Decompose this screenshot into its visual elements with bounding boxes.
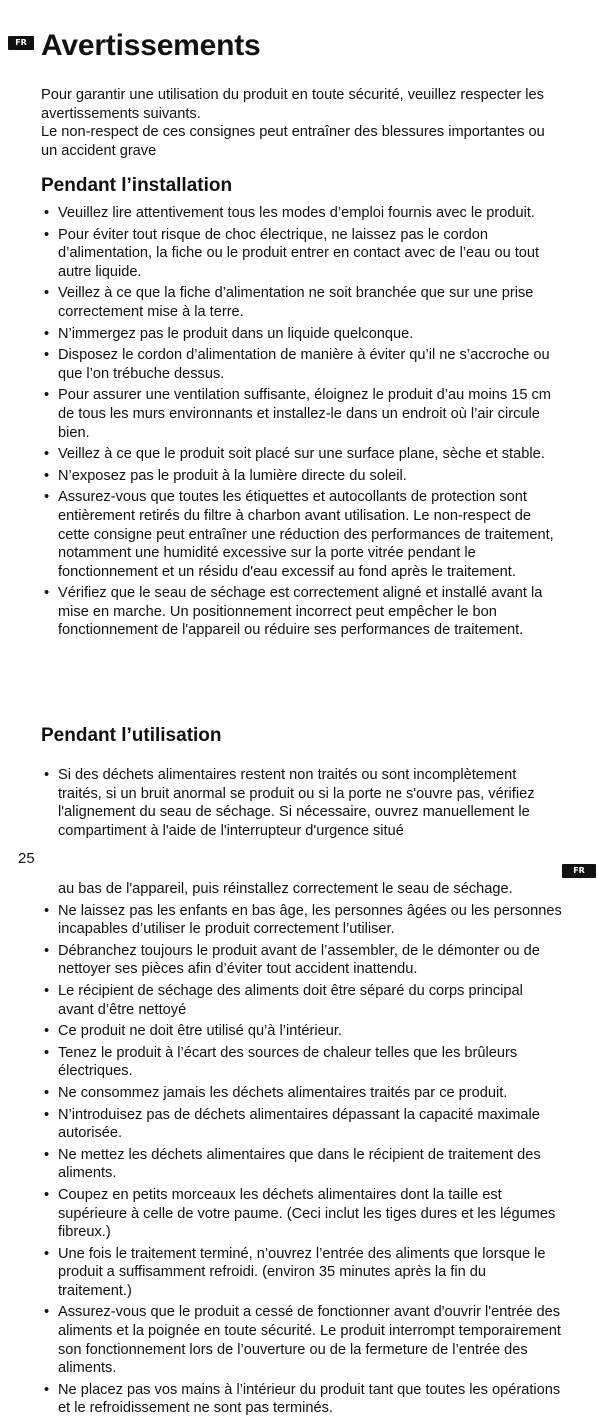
page-title: Avertissements <box>41 29 261 62</box>
section-title-installation: Pendant l’installation <box>41 175 233 196</box>
warning-item: • Veillez à ce que la fiche d’alimentation ne soit branchée que sur une prise correctement mise à la terre. <box>44 284 562 321</box>
section-title-utilisation: Pendant l’utilisation <box>41 725 222 746</box>
warning-item: • Une fois le traitement terminé, n’ouvrez l’entrée des aliments que lorsque le produit a suffisamment refroidi. (environ 35 minutes après la fin du traitement.) <box>44 1245 562 1301</box>
warning-item: • Pour assurer une ventilation suffisante, éloignez le produit d’au moins 15 cm de tous les murs environnants et installez-le dans un endroit où l’air circule bien. <box>44 386 562 442</box>
installation-warning-list <box>44 204 562 643</box>
warning-item: • Si des déchets alimentaires restent non traités ou sont incomplètement traités, si un bruit anormal se produit ou si la porte ne s'ouvre pas, vérifiez l'alignement du seau de séchage. Si nécessaire, ouvrez manuellement le compartiment à l'aide de l'interrupteur d'urgence situé <box>44 766 562 840</box>
warning-item: • Veuillez lire attentivement tous les modes d’emploi fournis avec le produit. <box>44 204 562 223</box>
warning-item: • Disposez le cordon d’alimentation de manière à éviter qu’il ne s’accroche ou que l’on trébuche dessus. <box>44 346 562 383</box>
warning-item: • Le récipient de séchage des aliments doit être séparé du corps principal avant d’être nettoyé <box>44 982 562 1019</box>
warning-item: • Vérifiez que le seau de séchage est correctement aligné et installé avant la mise en marche. Un positionnement incorrect peut empêcher le bon fonctionnement de l'appareil ou réduire ses performances de traitement. <box>44 584 562 640</box>
warning-item: • Pour éviter tout risque de choc électrique, ne laissez pas le cordon d’alimentation, la fiche ou le produit entrer en contact avec de l’eau ou tout autre liquide. <box>44 226 562 282</box>
warning-item: • Coupez en petits morceaux les déchets alimentaires dont la taille est supérieure à celle de votre paume. (Ceci inclut les tiges dures et les légumes fibreux.) <box>44 1186 562 1242</box>
language-tag: FR <box>8 36 34 50</box>
warning-item: • Débranchez toujours le produit avant de l’assembler, de le démonter ou de nettoyer ses pièces afin d’éviter tout accident inattendu. <box>44 942 562 979</box>
utilisation-warning-list-continued <box>44 880 562 1421</box>
utilisation-warning-list <box>44 766 562 843</box>
warning-item: • Ne consommez jamais les déchets alimentaires traités par ce produit. <box>44 1084 562 1103</box>
intro-paragraph: Pour garantir une utilisation du produit en toute sécurité, veuillez respecter les avertissements suivants. <box>41 87 544 122</box>
intro-text <box>41 86 561 160</box>
intro-paragraph: Le non-respect de ces consignes peut entraîner des blessures importantes ou un accident grave <box>41 124 545 159</box>
language-tag-side: FR <box>562 864 596 878</box>
warning-item: • N’immergez pas le produit dans un liquide quelconque. <box>44 325 562 344</box>
warning-item: • Ne mettez les déchets alimentaires que dans le récipient de traitement des aliments. <box>44 1146 562 1183</box>
warning-item: • Tenez le produit à l’écart des sources de chaleur telles que les brûleurs électriques. <box>44 1044 562 1081</box>
warning-item: • Assurez-vous que le produit a cessé de fonctionner avant d'ouvrir l'entrée des aliments et la poignée en toute sécurité. Le produit interrompt temporairement son fonctionnement lors de l’ouverture ou de la fermeture de l’entrée des aliments. <box>44 1303 562 1377</box>
warning-item-continuation: au bas de l'appareil, puis réinstallez correctement le seau de séchage. <box>58 881 513 897</box>
warning-item: • N’exposez pas le produit à la lumière directe du soleil. <box>44 467 562 486</box>
page-number: 25 <box>18 850 35 867</box>
warning-item: • Assurez-vous que toutes les étiquettes et autocollants de protection sont entièrement retirés du filtre à charbon avant utilisation. Le non-respect de cette consigne peut entraîner une réduction des performances de traitement, notamment une humidité excessive sur la porte vitrée pendant le fonctionnement et un résidu d'eau excessif au fond après le traitement. <box>44 488 562 581</box>
warning-item: • N’introduisez pas de déchets alimentaires dépassant la capacité maximale autorisée. <box>44 1106 562 1143</box>
warning-item: • Veillez à ce que le produit soit placé sur une surface plane, sèche et stable. <box>44 445 562 464</box>
warning-item: • Ne placez pas vos mains à l’intérieur du produit tant que toutes les opérations et le refroidissement ne sont pas terminés. <box>44 1381 562 1418</box>
warning-item: • Ne laissez pas les enfants en bas âge, les personnes âgées ou les personnes incapables d’utiliser le produit correctement l’utiliser. <box>44 902 562 939</box>
warning-item: • Ce produit ne doit être utilisé qu’à l’intérieur. <box>44 1022 562 1041</box>
